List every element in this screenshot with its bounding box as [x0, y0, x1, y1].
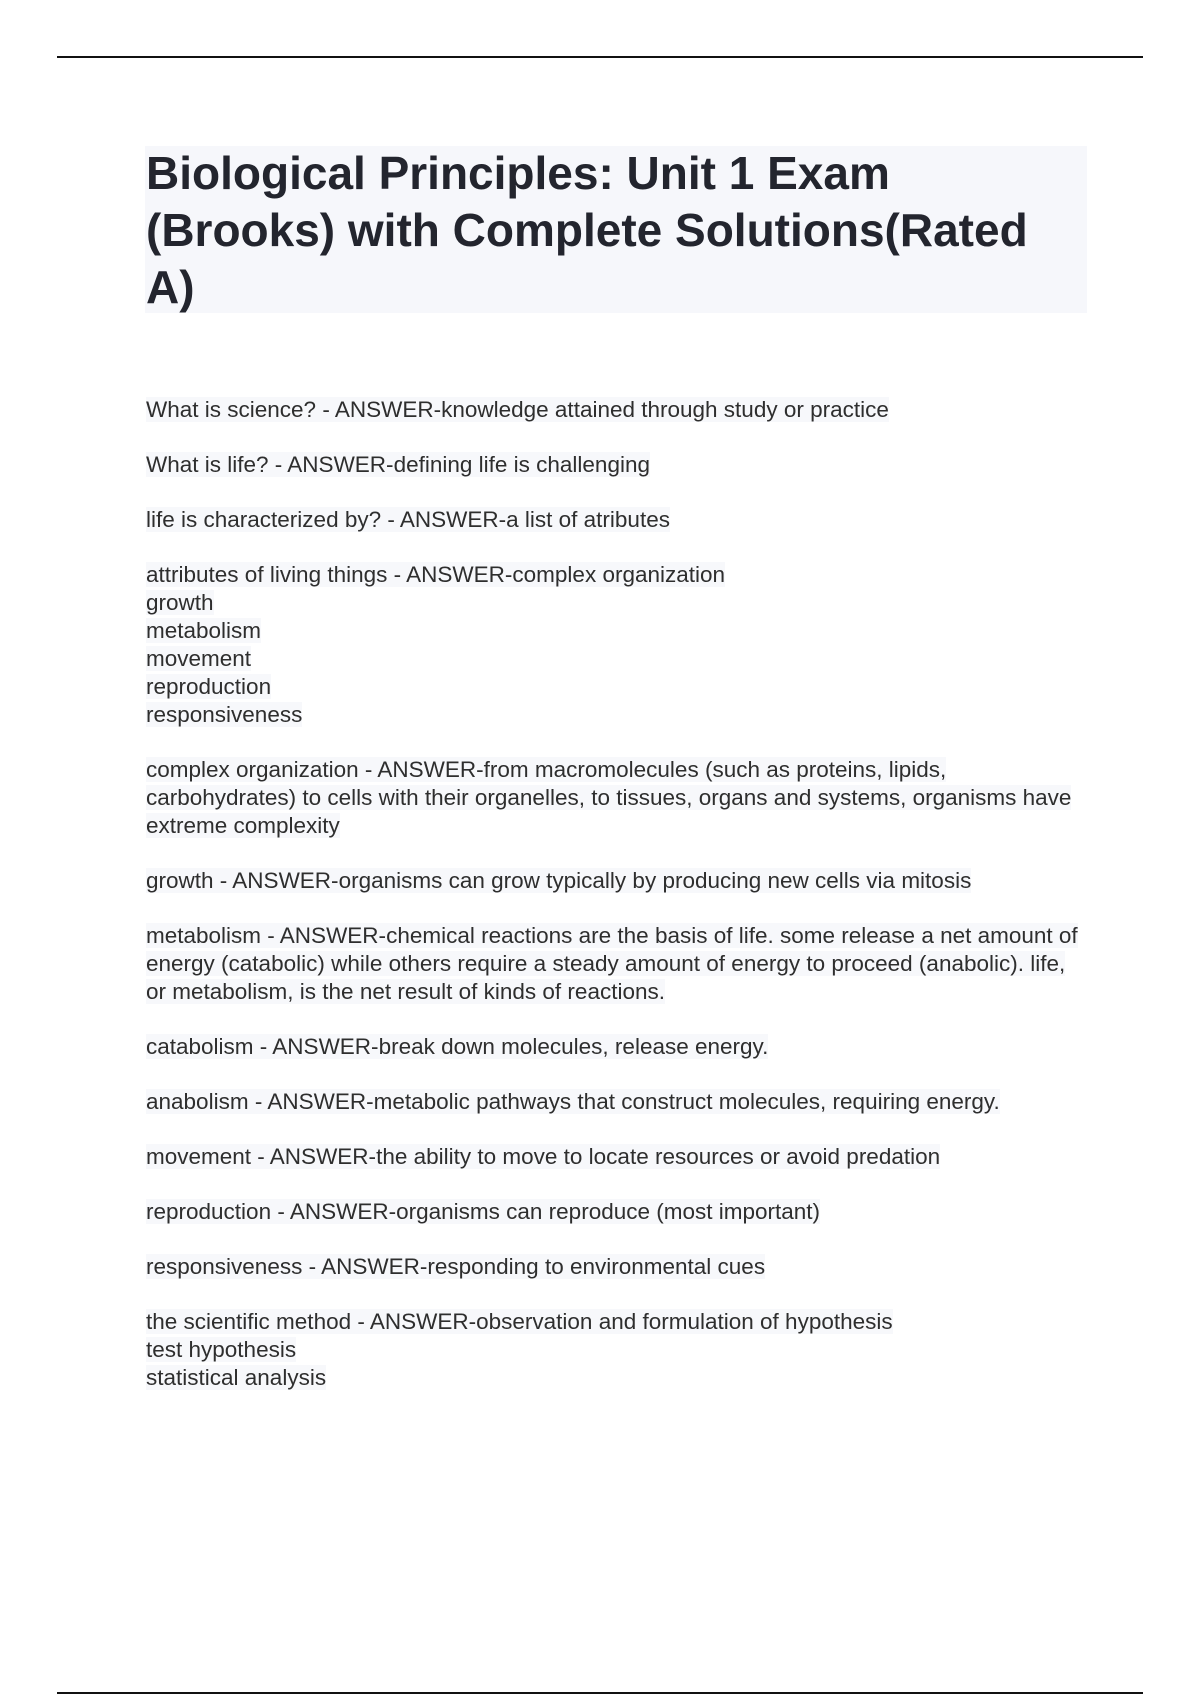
qa-item: [146, 1088, 1086, 1116]
qa-extra-line: test hypothesis: [146, 1337, 297, 1362]
qa-separator: - ANSWER-: [381, 507, 507, 532]
qa-separator: - ANSWER-: [253, 1034, 379, 1059]
qa-answer: complex organization: [512, 562, 726, 587]
qa-term: What is life?: [146, 452, 269, 477]
qa-answer: from macromolecules (such as proteins, lipids, carbohydrates) to cells with their organelles, to tissues, organs and systems, organisms have extreme complexity: [146, 757, 1072, 838]
qa-separator: - ANSWER-: [268, 452, 394, 477]
qa-term: the scientific method: [146, 1309, 352, 1334]
qa-term: attributes of living things: [146, 562, 388, 587]
qa-item: [146, 561, 1086, 729]
qa-term: reproduction: [146, 1199, 272, 1224]
qa-separator: - ANSWER-: [271, 1199, 397, 1224]
qa-item: [146, 922, 1086, 1006]
qa-separator: - ANSWER-: [358, 757, 484, 782]
qa-extra-line: metabolism: [146, 618, 262, 643]
qa-term: What is science?: [146, 397, 317, 422]
qa-item: [146, 1033, 1086, 1061]
qa-answer: organisms can reproduce (most important): [396, 1199, 821, 1224]
qa-answer: responding to environmental cues: [427, 1254, 766, 1279]
qa-term: movement: [146, 1144, 252, 1169]
qa-answer: defining life is challenging: [393, 452, 650, 477]
qa-separator: - ANSWER-: [213, 868, 339, 893]
qa-separator: - ANSWER-: [261, 923, 387, 948]
qa-item: [146, 867, 1086, 895]
qa-term: catabolism: [146, 1034, 254, 1059]
qa-item: [146, 506, 1086, 534]
qa-item: [146, 756, 1086, 840]
qa-separator: - ANSWER-: [251, 1144, 377, 1169]
qa-extra-line: reproduction: [146, 674, 272, 699]
document-title: Biological Principles: Unit 1 Exam (Brooks) with Complete Solutions(Rated A): [146, 147, 1028, 313]
qa-answer: break down molecules, release energy.: [378, 1034, 769, 1059]
qa-separator: - ANSWER-: [248, 1089, 374, 1114]
qa-term: metabolism: [146, 923, 262, 948]
qa-extra-line: statistical analysis: [146, 1365, 327, 1390]
qa-answer: metabolic pathways that construct molecules, requiring energy.: [373, 1089, 1000, 1114]
header-rule: [57, 56, 1143, 58]
qa-term: responsiveness: [146, 1254, 303, 1279]
qa-answer: chemical reactions are the basis of life. some release a net amount of energy (catabolic) while others require a steady amount of energy to proceed (anabolic). life, or metabolism, is the net result of kinds of reactions.: [146, 923, 1078, 1004]
qa-item: [146, 451, 1086, 479]
qa-item: [146, 1308, 1086, 1392]
qa-item: [146, 1143, 1086, 1171]
qa-term: growth: [146, 868, 214, 893]
qa-term: life is characterized by?: [146, 507, 382, 532]
qa-separator: - ANSWER-: [351, 1309, 477, 1334]
qa-extra-line: growth: [146, 590, 214, 615]
qa-answer: the ability to move to locate resources or avoid predation: [376, 1144, 941, 1169]
qa-answer: knowledge attained through study or practice: [441, 397, 889, 422]
qa-extra-line: responsiveness: [146, 702, 303, 727]
qa-separator: - ANSWER-: [316, 397, 442, 422]
footer-rule: [57, 1692, 1143, 1694]
qa-extra-line: movement: [146, 646, 252, 671]
qa-list: [146, 396, 1086, 1419]
qa-item: [146, 396, 1086, 424]
qa-answer: organisms can grow typically by producing new cells via mitosis: [338, 868, 972, 893]
qa-answer: observation and formulation of hypothesis: [476, 1309, 893, 1334]
qa-item: [146, 1198, 1086, 1226]
qa-separator: - ANSWER-: [302, 1254, 428, 1279]
qa-term: complex organization: [146, 757, 359, 782]
qa-separator: - ANSWER-: [387, 562, 513, 587]
qa-item: [146, 1253, 1086, 1281]
qa-term: anabolism: [146, 1089, 249, 1114]
qa-answer: a list of atributes: [506, 507, 670, 532]
